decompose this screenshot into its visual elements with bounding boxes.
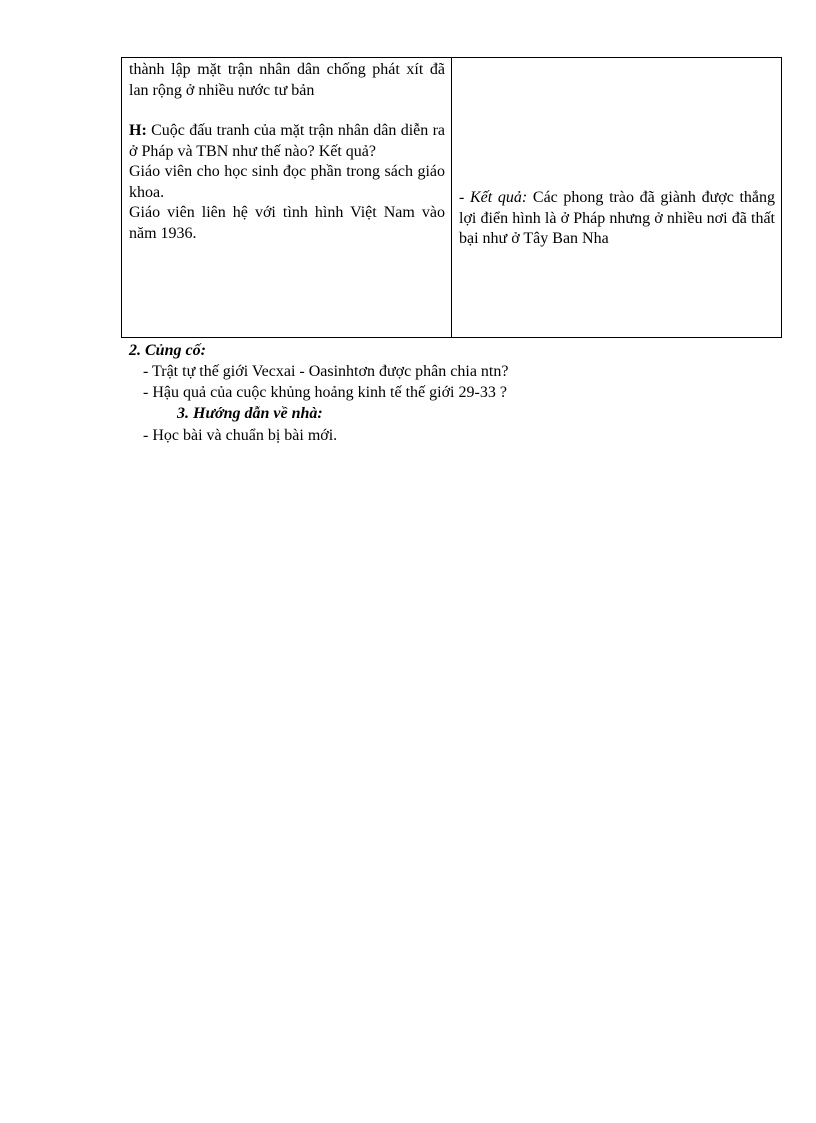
- intro-paragraph: thành lập mặt trận nhân dân chống phát xít đã lan rộng ở nhiều nước tư bản: [129, 61, 445, 99]
- knowledge-cell: [452, 58, 782, 338]
- question-label: H:: [129, 122, 147, 139]
- consolidation-heading: 2. Củng cố:: [129, 342, 206, 359]
- teacher-activity-cell: [122, 58, 452, 338]
- table-row: [122, 58, 782, 338]
- result-dash: -: [459, 189, 465, 206]
- homework-heading: 3. Hướng dẫn về nhà:: [177, 405, 323, 422]
- reading-instruction: Giáo viên cho học sinh đọc phần trong sách giáo khoa.: [129, 163, 445, 201]
- question-text: Cuộc đấu tranh của mặt trận nhân dân diễn ra ở Pháp và TBN như thế nào? Kết quả?: [129, 122, 446, 160]
- lesson-table: [121, 57, 782, 338]
- homework-item-1: - Học bài và chuẩn bị bài mới.: [143, 427, 338, 444]
- consolidation-item-1: - Trật tự thế giới Vecxai - Oasinhtơn được phân chia ntn?: [143, 363, 509, 380]
- consolidation-item-2: - Hậu quả của cuộc khủng hoảng kinh tế thế giới 29-33 ?: [143, 384, 507, 401]
- result-paragraph: [459, 188, 775, 250]
- result-label: Kết quả:: [470, 189, 528, 206]
- context-instruction: Giáo viên liên hệ với tình hình Việt Nam vào năm 1936.: [129, 204, 445, 242]
- spacer: [129, 101, 445, 121]
- result-text: Các phong trào đã giành được thắng lợi điển hình là ở Pháp nhưng ở nhiều nơi đã thất bại như ở Tây Ban Nha: [459, 189, 776, 247]
- question-paragraph: [129, 121, 445, 162]
